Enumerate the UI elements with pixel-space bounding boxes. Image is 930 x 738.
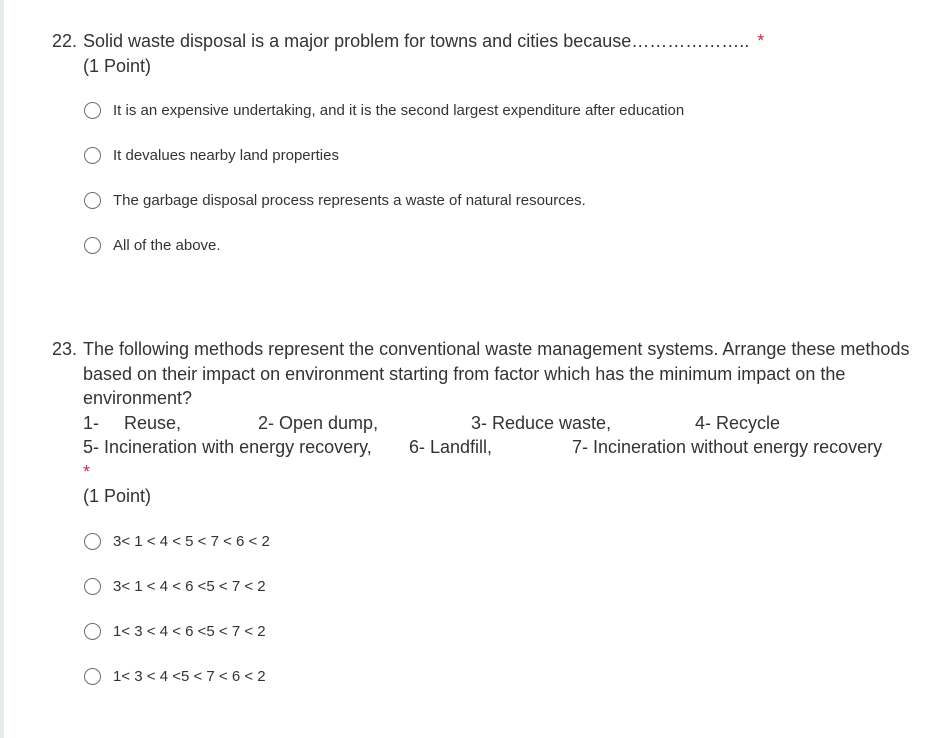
radio-button[interactable] bbox=[84, 668, 101, 685]
radio-button[interactable] bbox=[84, 102, 101, 119]
question-text: The following methods represent the conventional waste management systems. Arrange these methods based on their impact on environment starting from factor which has the minimum impact on the environment? bbox=[83, 339, 910, 408]
question-22 bbox=[52, 29, 912, 254]
option-q23-a[interactable] bbox=[84, 530, 270, 552]
required-marker: * bbox=[83, 461, 91, 482]
radio-button[interactable] bbox=[84, 533, 101, 550]
option-label: All of the above. bbox=[113, 236, 221, 254]
radio-button[interactable] bbox=[84, 192, 101, 209]
method-item: 2- Open dump, bbox=[258, 412, 379, 433]
question-23 bbox=[52, 337, 912, 685]
method-item: 3- Reduce waste, bbox=[471, 412, 612, 433]
option-label: 3< 1 < 4 < 6 <5 < 7 < 2 bbox=[113, 577, 266, 595]
question-text: Solid waste disposal is a major problem for towns and cities because……………….. bbox=[83, 31, 750, 51]
left-border-strip bbox=[0, 0, 4, 738]
question-23-header bbox=[52, 337, 912, 509]
method-item: 6- Landfill, bbox=[409, 437, 493, 457]
method-items-row-1 bbox=[83, 411, 912, 436]
option-q22-a[interactable] bbox=[84, 99, 684, 121]
question-points: (1 Point) bbox=[83, 55, 152, 76]
radio-button[interactable] bbox=[84, 623, 101, 640]
option-q23-d[interactable] bbox=[84, 665, 266, 687]
method-item: 7- Incineration without energy recovery bbox=[572, 437, 883, 457]
option-q23-c[interactable] bbox=[84, 620, 266, 642]
option-label: 1< 3 < 4 < 6 <5 < 7 < 2 bbox=[113, 622, 266, 640]
option-label: It devalues nearby land properties bbox=[113, 146, 339, 164]
option-q22-c[interactable] bbox=[84, 189, 586, 211]
option-q22-d[interactable] bbox=[84, 234, 221, 256]
method-item: 1- Reuse, bbox=[83, 412, 182, 433]
option-label: It is an expensive undertaking, and it is the second largest expenditure after education bbox=[113, 101, 685, 119]
question-number: 22. bbox=[52, 31, 78, 51]
option-q23-b[interactable] bbox=[84, 575, 266, 597]
radio-button[interactable] bbox=[84, 237, 101, 254]
question-number: 23. bbox=[52, 339, 78, 359]
required-marker: * bbox=[757, 31, 765, 51]
question-points: (1 Point) bbox=[83, 486, 152, 506]
radio-button[interactable] bbox=[84, 147, 101, 164]
option-label: 1< 3 < 4 <5 < 7 < 6 < 2 bbox=[113, 667, 266, 685]
method-items-row-2 bbox=[83, 435, 912, 460]
radio-button[interactable] bbox=[84, 578, 101, 595]
method-item: 4- Recycle bbox=[695, 412, 781, 433]
option-label: 3< 1 < 4 < 5 < 7 < 6 < 2 bbox=[113, 532, 270, 550]
option-label: The garbage disposal process represents a waste of natural resources. bbox=[113, 191, 586, 209]
method-item: 5- Incineration with energy recovery, bbox=[83, 437, 372, 457]
option-q22-b[interactable] bbox=[84, 144, 339, 166]
question-22-header bbox=[52, 29, 912, 78]
